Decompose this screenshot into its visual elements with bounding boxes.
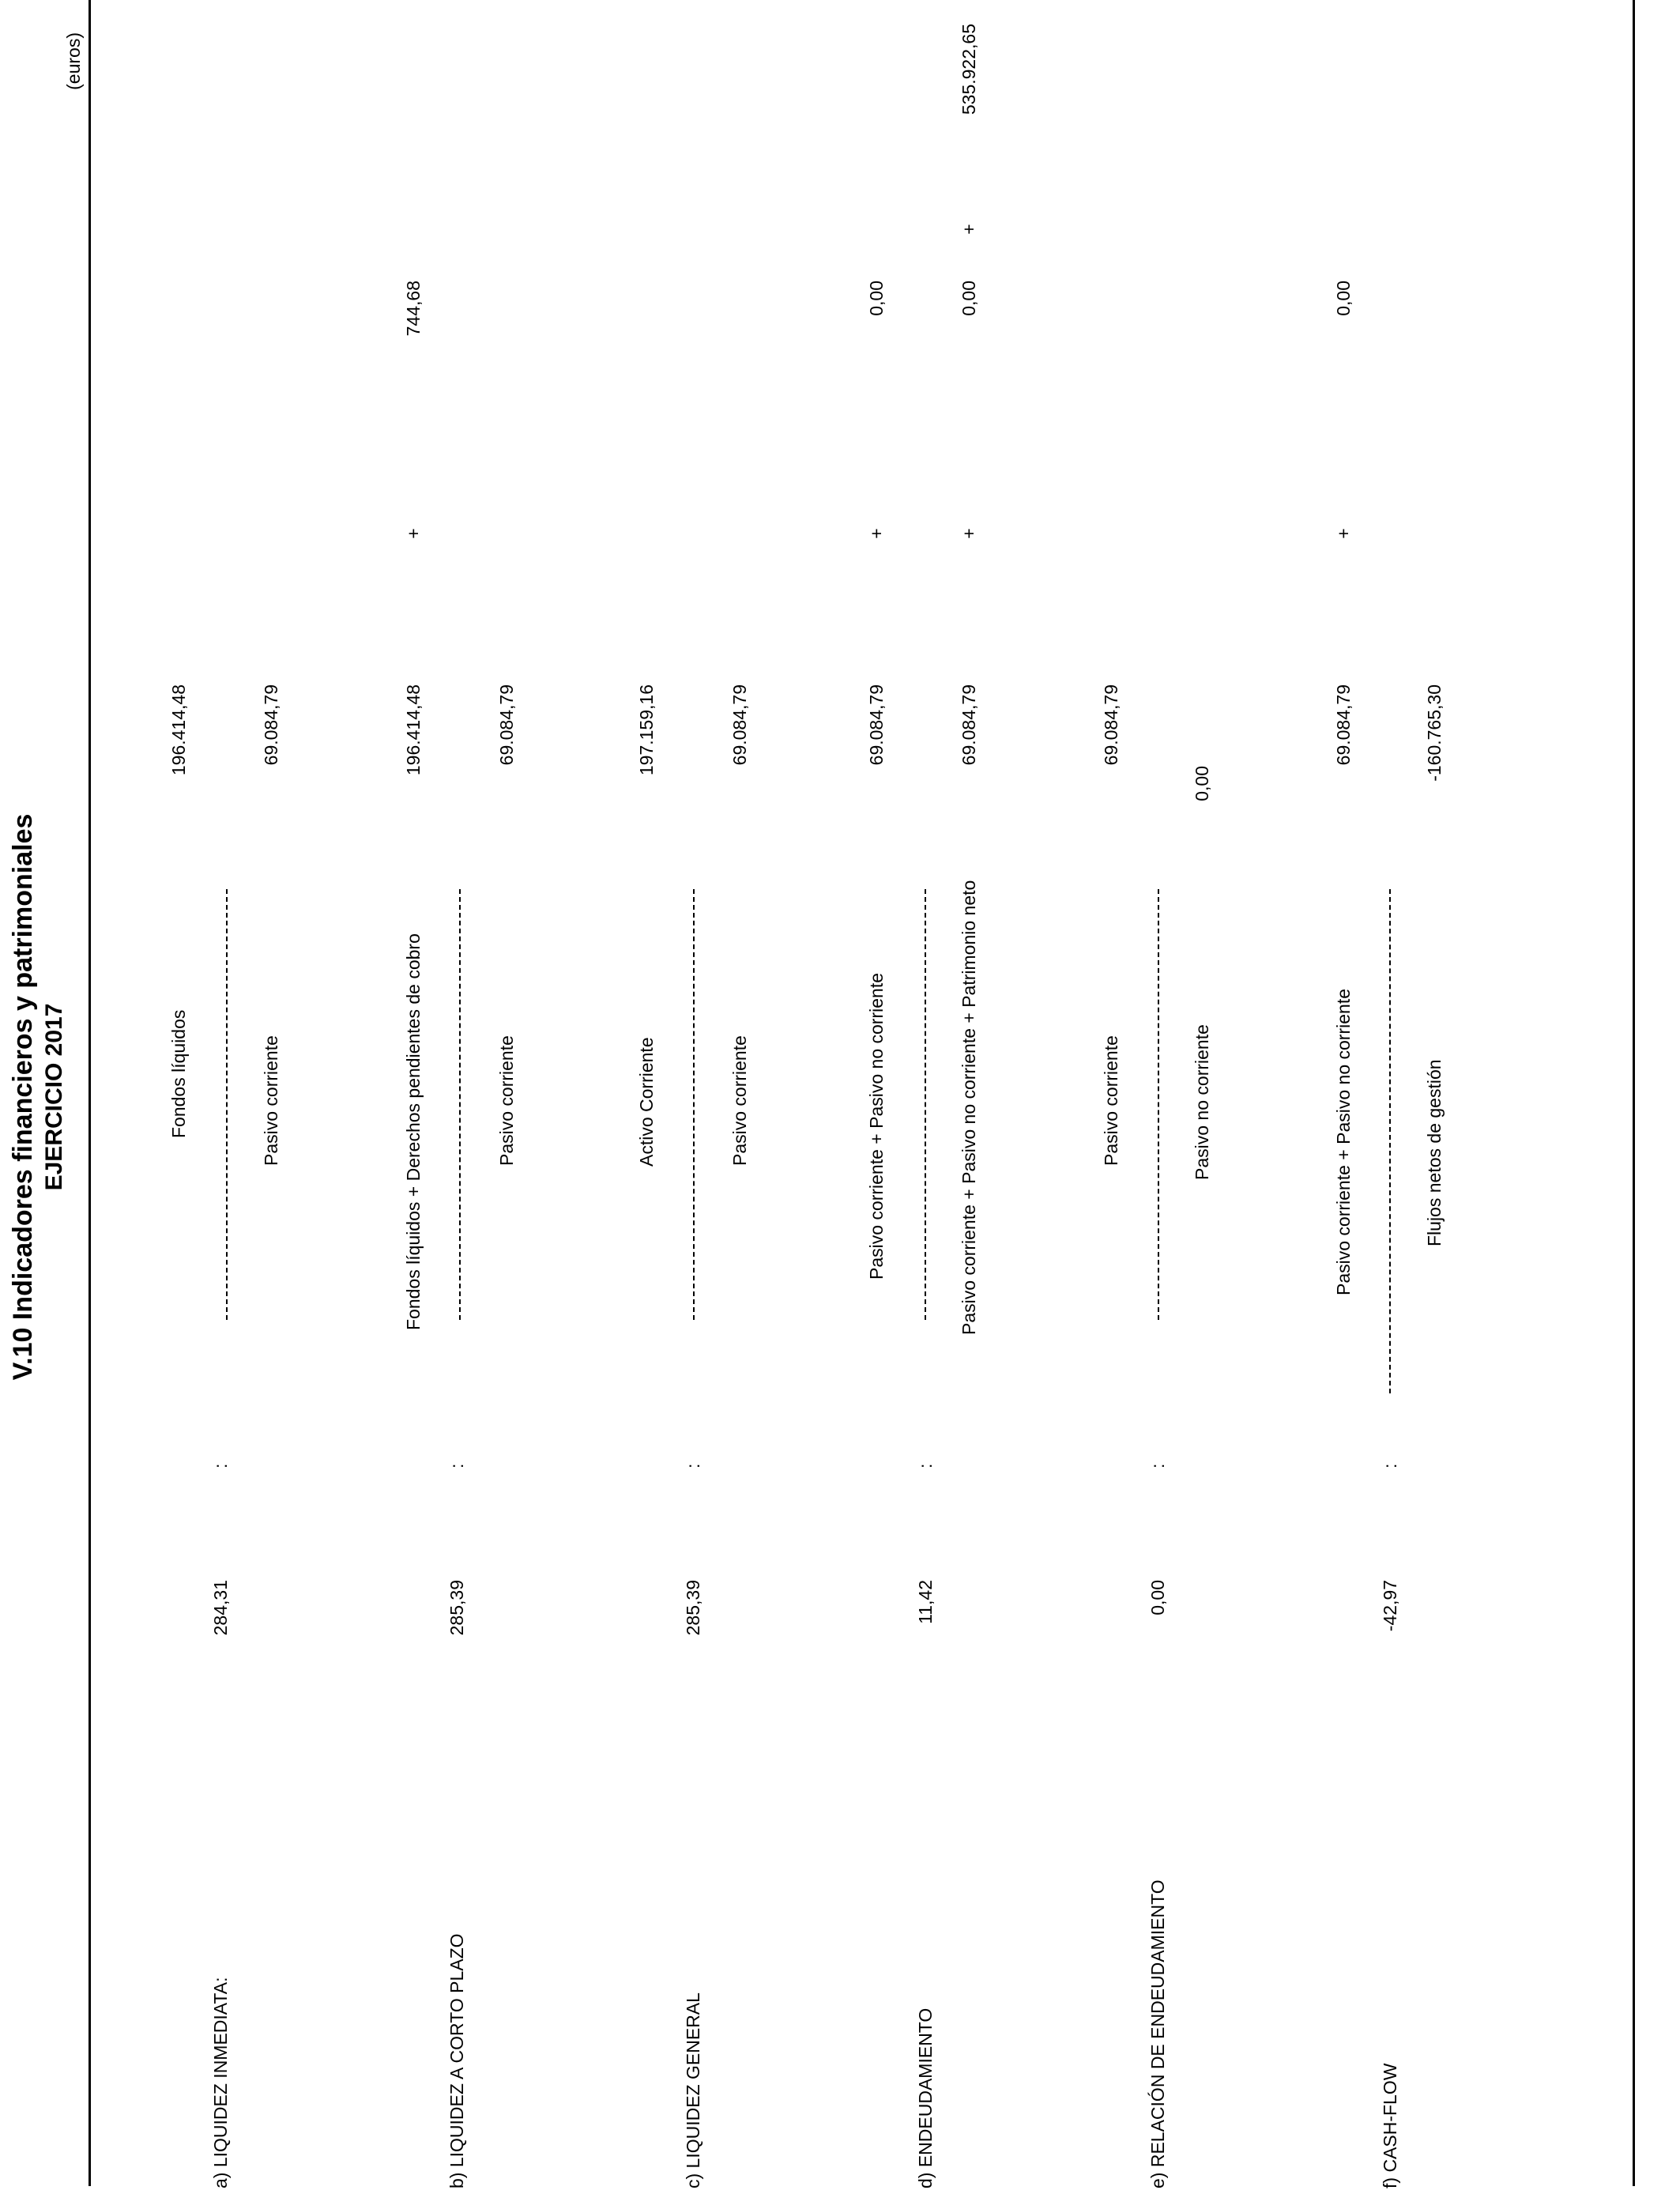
denominator-label: Flujos netos de gestión [1424, 1059, 1445, 1246]
numerator-label: Pasivo corriente + Pasivo no corriente [866, 972, 887, 1280]
indicator-label: a) LIQUIDEZ INMEDIATA: [210, 1977, 231, 2188]
numerator-value: 197.159,16 [636, 684, 657, 776]
denominator-label: Pasivo no corriente [1192, 1024, 1212, 1180]
indicator-separator: : [683, 1463, 703, 1468]
indicator-value: 0,00 [1147, 1580, 1168, 1615]
page-title: V.10 Indicadores financieros y patrimoniales [8, 813, 38, 1381]
indicator-label: b) LIQUIDEZ A CORTO PLAZO [446, 1933, 467, 2188]
indicator-separator: : [1147, 1463, 1168, 1468]
plus-sign: + [959, 528, 979, 539]
plus-sign: + [866, 528, 887, 539]
indicator-separator: : [915, 1463, 936, 1468]
plus-sign: + [1333, 528, 1354, 539]
denominator-value: 69.084,79 [261, 684, 281, 766]
plus-sign: + [959, 224, 979, 235]
numerator-label: Fondos líquidos [168, 1009, 189, 1138]
footer-rule [1633, 0, 1635, 2186]
numerator-label: Pasivo corriente + Pasivo no corriente [1333, 988, 1354, 1295]
denominator-label: Pasivo corriente [729, 1035, 750, 1166]
numerator-label: Pasivo corriente [1101, 1035, 1121, 1166]
numerator-value-2: 0,00 [1333, 281, 1354, 316]
indicator-value: -42,97 [1380, 1580, 1400, 1632]
plus-sign: + [403, 528, 424, 539]
fraction-divider [1158, 889, 1159, 1320]
indicator-label: e) RELACIÓN DE ENDEUDAMIENTO [1147, 1879, 1168, 2188]
numerator-value: 69.084,79 [866, 684, 887, 766]
indicator-label: d) ENDEUDAMIENTO [915, 2007, 936, 2188]
numerator-label: Fondos líquidos + Derechos pendientes de cobro [403, 933, 424, 1330]
denominator-value: 69.084,79 [496, 684, 517, 766]
fraction-divider [693, 889, 695, 1320]
indicator-value: 285,39 [446, 1580, 467, 1636]
indicator-value: 11,42 [915, 1580, 936, 1624]
fraction-divider [459, 889, 461, 1320]
numerator-value: 196.414,48 [168, 684, 189, 776]
numerator-value: 69.084,79 [1333, 684, 1354, 766]
indicator-value: 284,31 [210, 1580, 231, 1636]
denominator-value-2: 0,00 [959, 281, 979, 316]
indicator-value: 285,39 [683, 1580, 703, 1636]
indicator-separator: : [1380, 1463, 1400, 1468]
denominator-value: 69.084,79 [959, 684, 979, 766]
fraction-divider [226, 889, 228, 1320]
unit-label: (euros) [63, 32, 84, 90]
numerator-value-2: 744,68 [403, 281, 424, 337]
denominator-value: 0,00 [1192, 766, 1212, 801]
indicator-label: f) CASH-FLOW [1380, 2063, 1400, 2188]
numerator-label: Activo Corriente [636, 1037, 657, 1167]
header-rule [89, 0, 91, 2186]
denominator-label: Pasivo corriente [261, 1035, 281, 1166]
denominator-label: Pasivo corriente [496, 1035, 517, 1166]
numerator-value-2: 0,00 [866, 281, 887, 316]
denominator-label: Pasivo corriente + Pasivo no corriente + Patrimonio neto [959, 880, 979, 1335]
denominator-value-3: 535.922,65 [959, 24, 979, 115]
numerator-value: 69.084,79 [1101, 684, 1121, 766]
numerator-value: 196.414,48 [403, 684, 424, 776]
fraction-divider [925, 889, 926, 1320]
fraction-divider [1389, 889, 1391, 1393]
indicator-separator: : [210, 1463, 231, 1468]
denominator-value: -160.765,30 [1424, 684, 1445, 782]
indicator-label: c) LIQUIDEZ GENERAL [683, 1992, 703, 2188]
indicator-separator: : [446, 1463, 467, 1468]
denominator-value: 69.084,79 [729, 684, 750, 766]
page-subtitle: EJERCICIO 2017 [41, 1003, 67, 1191]
